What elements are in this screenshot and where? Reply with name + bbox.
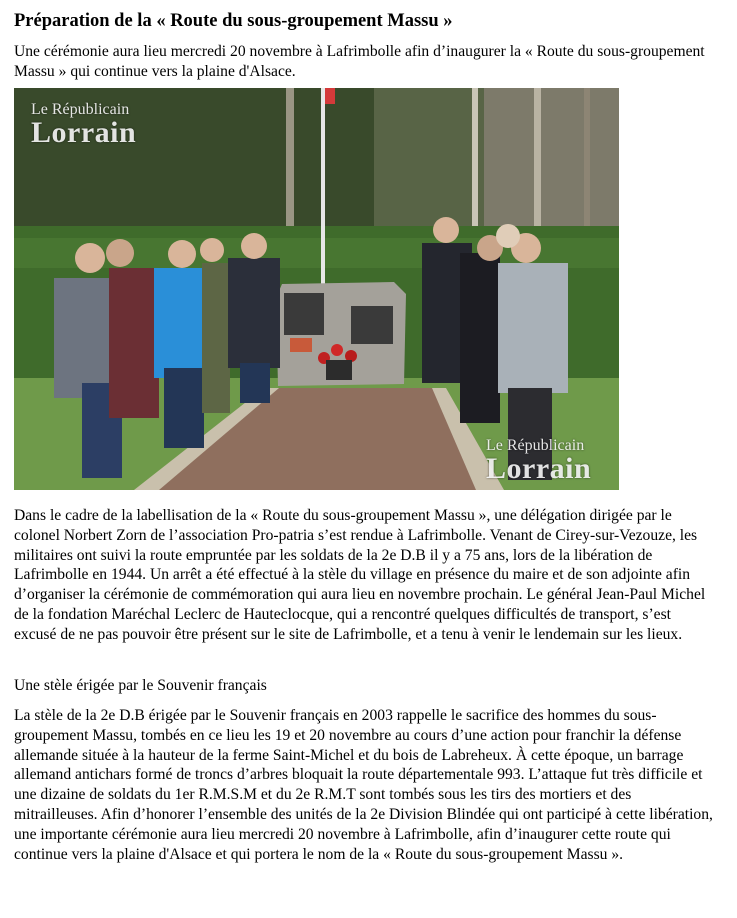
article-paragraph-1: Dans le cadre de la labellisation de la « Route du sous-groupement Massu », une délégation dirigée par le colonel Norbert Zorn de l’association Pro-patria s’est rendue à Lafrimbolle. Venant de Cirey-sur-Vezouze, les militaires ont suivi la route empruntée par les soldats de la 2e D.B il y a 75 ans, lors de la libération de Lafrimbolle en 1944. Un arrêt a été effectué à la stèle du village en présence du maire et de son adjointe afin d’organiser la cérémonie de commémoration qui aura lieu en novembre prochain. Le général Jean-Paul Michel de la fondation Maréchal Leclerc de Hauteclocque, qui a rencontré quelques difficultés de transport, s’est excusé de ne pas pouvoir être présent sur le site de Lafrimbolle, et a tenu à venir le lendemain sur les lieux. — [14, 507, 706, 643]
watermark-bottom-small: Le Républicain — [486, 437, 585, 454]
article-paragraph-2: La stèle de la 2e D.B érigée par le Souvenir français en 2003 rappelle le sacrifice des hommes du sous-groupement Massu, tombés en ce lieu les 19 et 20 novembre au cours d’une action pour franchir la défense allemande située à la hauteur de la ferme Saint-Michel et du bois de Labreheux. À cette époque, un barrage allemand antichars formé de troncs d’arbres bloquait la route départementale 993. L’attaque fut très difficile et une dizaine de soldats du 1er R.M.S.M et du 2e R.M.T sont tombés sous les tirs des mortiers et des mitrailleuses. Afin d’honorer l’ensemble des unités de la 2e Division Blindée qui ont participé à cette libération, une importante cérémonie aura lieu mercredi 20 novembre à Lafrimbolle, afin d’inaugurer cette route qui continue vers la plaine d'Alsace et qui portera le nom de la « Route du sous-groupement Massu ». — [14, 707, 713, 863]
watermark-bottom-big: Lorrain — [486, 452, 592, 485]
watermark-top-small: Le Républicain — [31, 101, 130, 118]
article-subheading: Une stèle érigée par le Souvenir français — [14, 677, 267, 694]
article-photo — [14, 88, 619, 490]
article-lead: Une cérémonie aura lieu mercredi 20 novembre à Lafrimbolle afin d’inaugurer la « Route du sous-groupement Massu » qui continue vers la plaine d'Alsace. — [14, 43, 705, 80]
watermark-bottom — [486, 438, 591, 484]
article-title: Préparation de la « Route du sous-groupement Massu » — [14, 11, 453, 31]
watermark-top-big: Lorrain — [31, 116, 137, 149]
watermark-top — [31, 102, 136, 148]
